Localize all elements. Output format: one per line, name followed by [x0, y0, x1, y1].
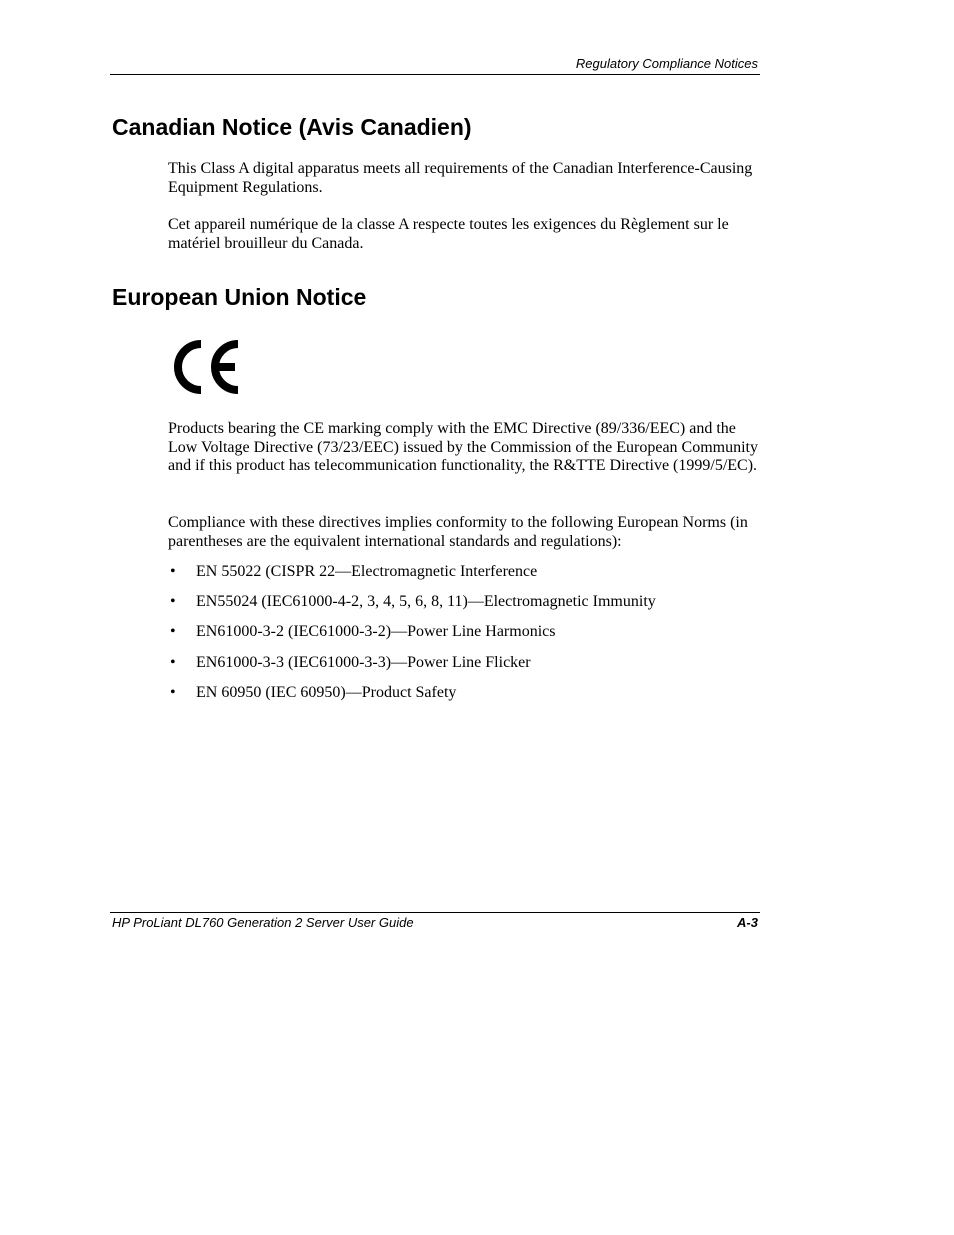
list-item — [168, 654, 656, 684]
bullet-icon: • — [170, 623, 176, 641]
list-item — [168, 593, 656, 623]
european-norms-intro: Compliance with these directives implies conformity to the following European Norms (in parentheses are the equivalent international standards and regulations): — [168, 514, 748, 550]
bullet-icon: • — [170, 593, 176, 611]
bullet-icon: • — [170, 563, 176, 580]
ce-mark-icon — [172, 336, 244, 398]
european-norms-list — [168, 563, 656, 714]
canadian-notice-english: This Class A digital apparatus meets all requirements of the Canadian Interference-Causing Equipment Regulations. — [168, 160, 753, 196]
bullet-icon: • — [170, 683, 176, 701]
norm-text: EN55024 (IEC61000-4-2, 3, 4, 5, 6, 8, 11)—Electromagnetic Immunity — [196, 593, 656, 611]
canadian-notice-french: Cet appareil numérique de la classe A respecte toutes les exigences du Règlement sur le matériel brouilleur du Canada. — [168, 216, 729, 252]
canadian-notice-heading: Canadian Notice (Avis Canadien) — [112, 114, 472, 140]
list-item — [168, 623, 656, 653]
norm-text: EN61000-3-2 (IEC61000-3-2)—Power Line Harmonics — [196, 623, 556, 641]
eu-notice-heading: European Union Notice — [112, 284, 367, 310]
ce-marking-paragraph: Products bearing the CE marking comply with the EMC Directive (89/336/EEC) and the Low Voltage Directive (73/23/EEC) issued by the Commission of the European Community and if this product has telecommunication functionality, the R&TTE Directive (1999/5/EC). — [168, 420, 758, 474]
header-rule — [110, 74, 760, 75]
norm-text: EN 55022 (CISPR 22—Electromagnetic Interference — [196, 563, 538, 580]
norm-text: EN61000-3-3 (IEC61000-3-3)—Power Line Flicker — [196, 653, 531, 671]
footer-book-title: HP ProLiant DL760 Generation 2 Server User Guide — [112, 915, 414, 930]
footer-rule — [110, 912, 760, 913]
norm-text: EN 60950 (IEC 60950)—Product Safety — [196, 683, 457, 701]
running-header-title: Regulatory Compliance Notices — [575, 56, 758, 71]
bullet-icon: • — [170, 653, 176, 671]
list-item — [168, 684, 656, 714]
list-item — [168, 563, 656, 593]
footer-page-number: A-3 — [737, 915, 758, 930]
